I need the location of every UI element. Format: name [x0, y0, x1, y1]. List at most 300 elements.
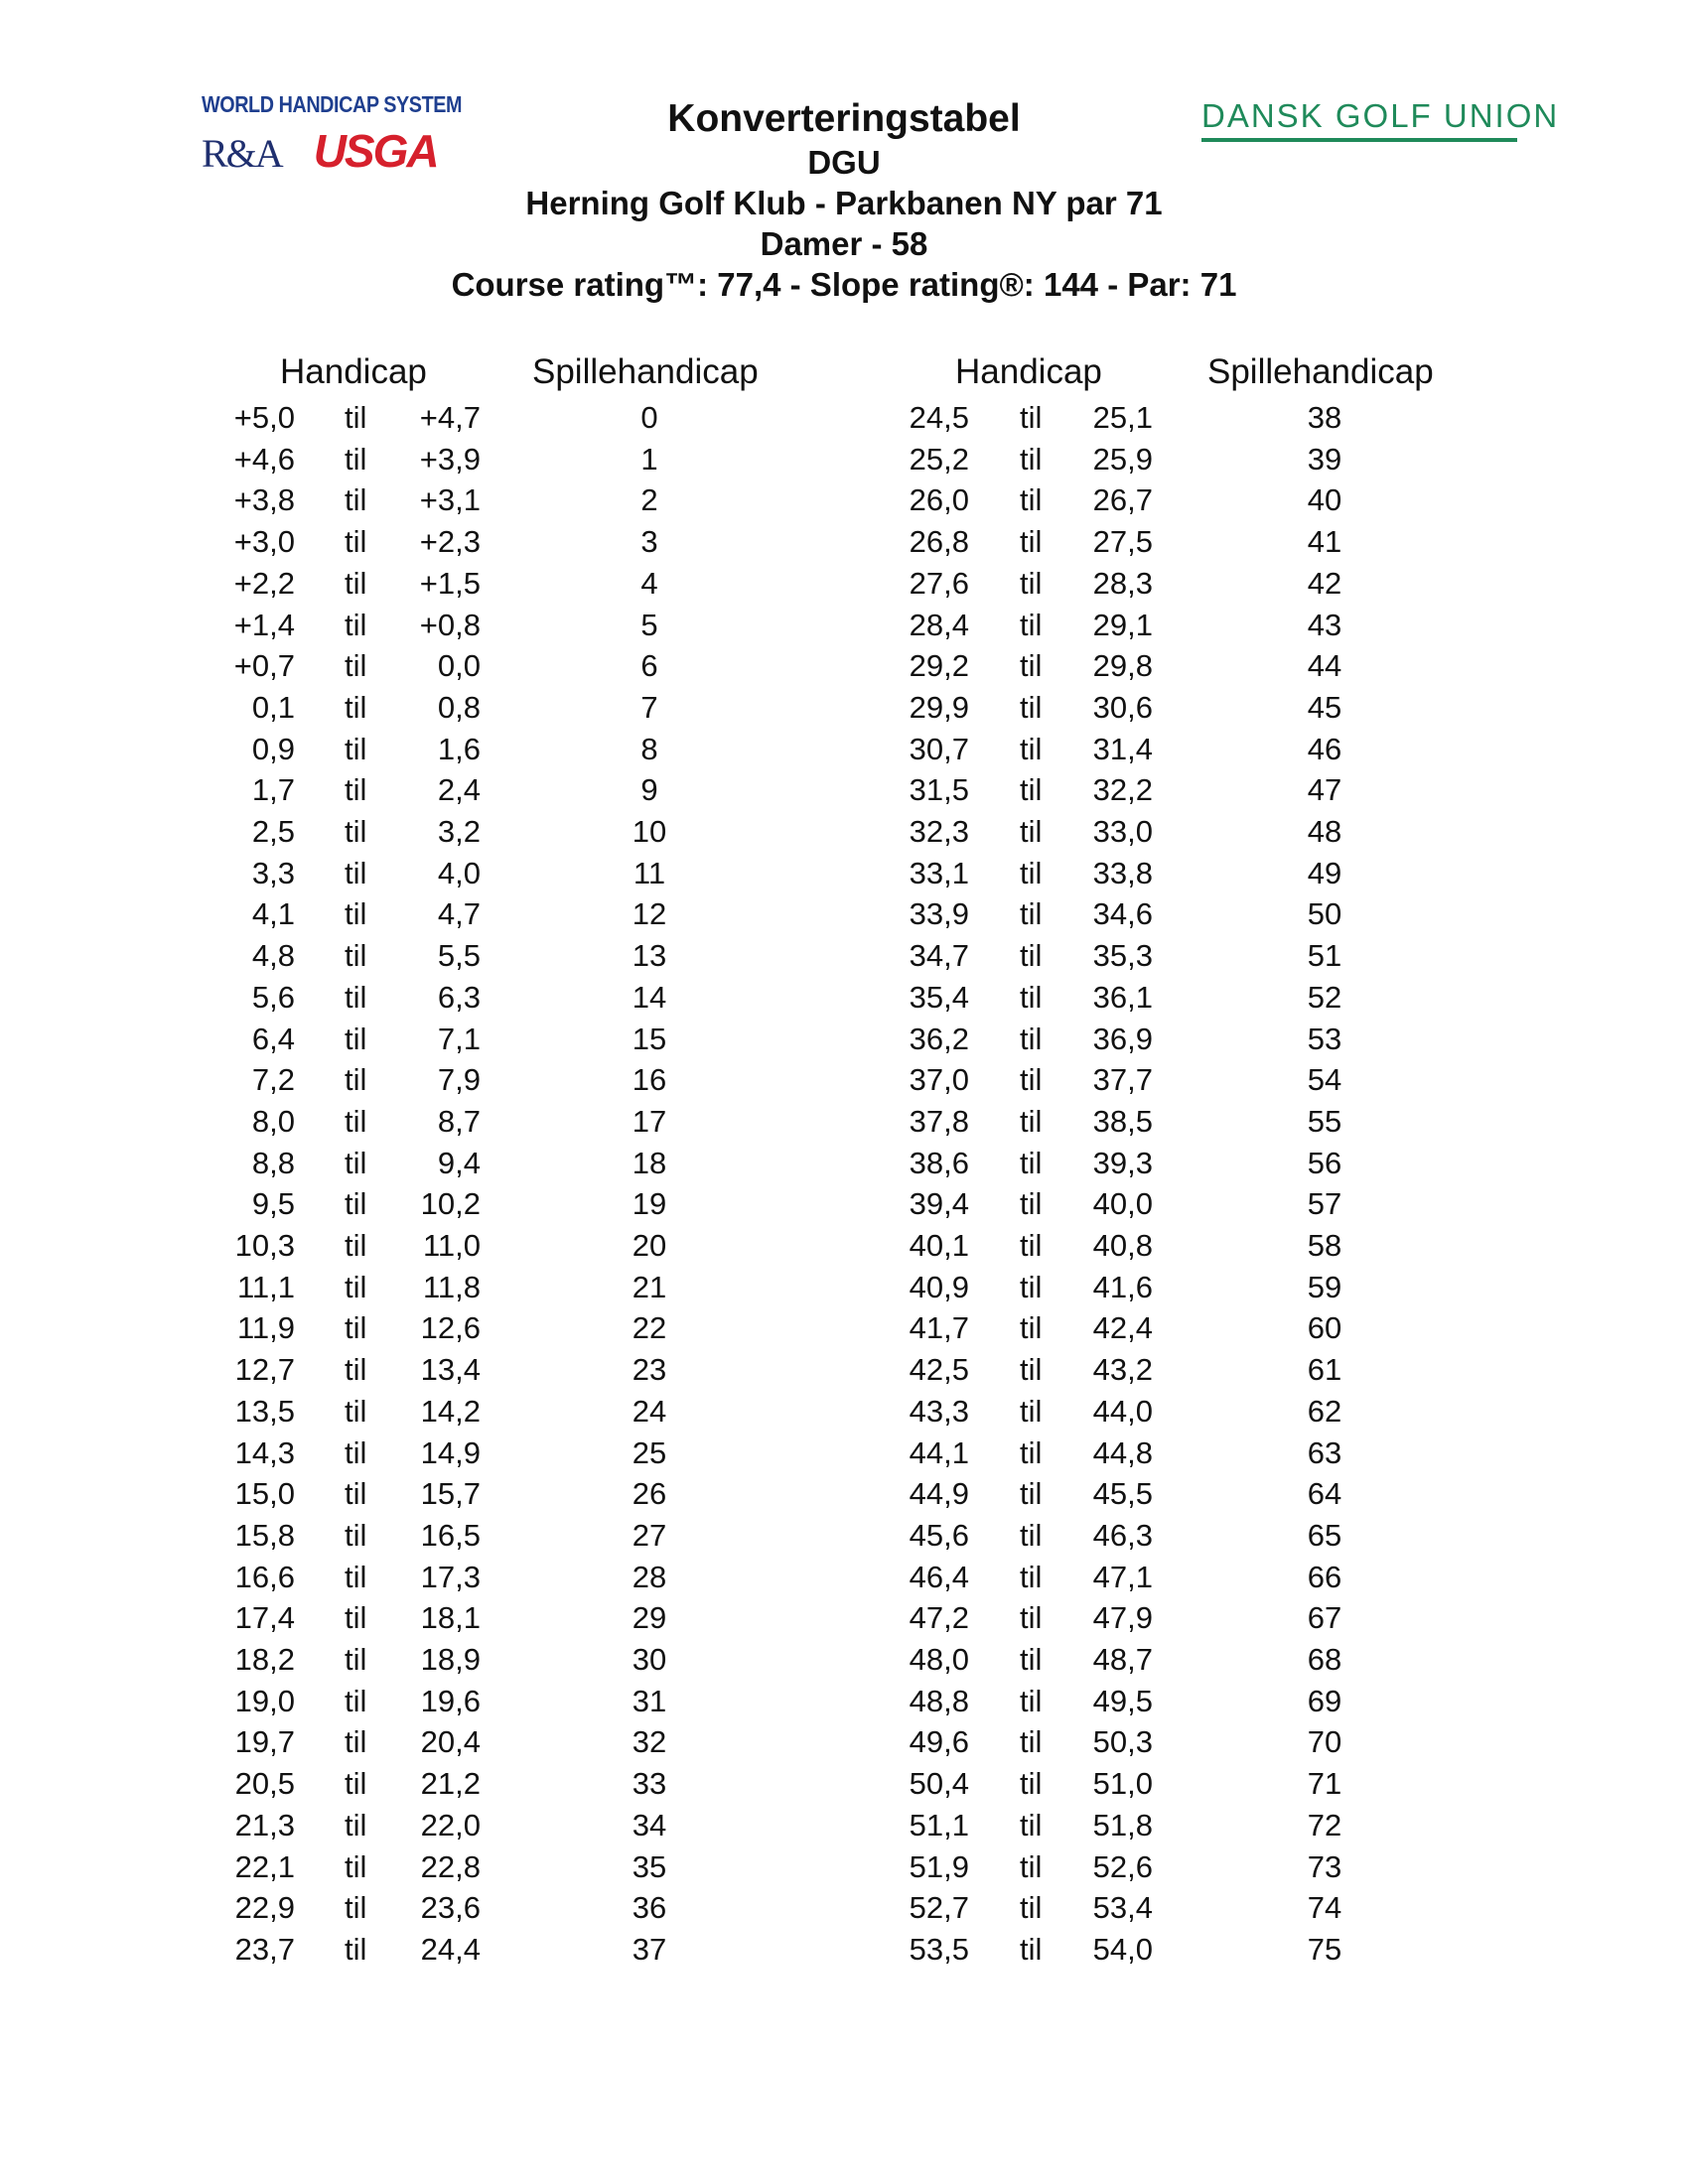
right-til-label: til — [1020, 1559, 1043, 1594]
left-handicap-to: 6,3 — [437, 979, 481, 1015]
right-til-label: til — [1020, 1890, 1043, 1926]
left-til-label: til — [345, 1310, 367, 1346]
left-playing-handicap: 20 — [632, 1228, 667, 1263]
right-handicap-from: 27,6 — [909, 565, 969, 601]
right-handicap-from: 44,9 — [909, 1476, 969, 1512]
left-handicap-from: 10,3 — [234, 1228, 295, 1263]
left-til-label: til — [345, 1642, 367, 1677]
right-handicap-to: 52,6 — [1092, 1848, 1153, 1884]
left-til-label: til — [345, 1269, 367, 1304]
left-playing-handicap: 23 — [632, 1352, 667, 1388]
right-handicap-from: 30,7 — [909, 731, 969, 766]
right-handicap-from: 39,4 — [909, 1186, 969, 1222]
left-handicap-to: 10,2 — [420, 1186, 481, 1222]
table-row — [0, 732, 1688, 771]
left-handicap-to: 22,0 — [420, 1807, 481, 1843]
left-til-label: til — [345, 400, 367, 435]
left-handicap-from: 15,8 — [234, 1517, 295, 1553]
left-til-label: til — [345, 1807, 367, 1843]
left-handicap-from: 11,1 — [236, 1269, 295, 1304]
left-handicap-from: 9,5 — [251, 1186, 295, 1222]
right-handicap-from: 40,9 — [909, 1269, 969, 1304]
left-playing-handicap: 30 — [632, 1642, 667, 1677]
left-til-label: til — [345, 814, 367, 849]
left-handicap-to: 23,6 — [420, 1890, 481, 1926]
right-til-label: til — [1020, 1724, 1043, 1760]
right-handicap-to: 35,3 — [1092, 938, 1153, 974]
right-playing-handicap: 73 — [1307, 1848, 1342, 1884]
left-handicap-to: 3,2 — [437, 814, 481, 849]
left-playing-handicap: 25 — [632, 1434, 667, 1470]
right-playing-handicap: 74 — [1307, 1890, 1342, 1926]
left-playing-handicap: 18 — [632, 1145, 667, 1180]
right-playing-handicap: 64 — [1307, 1476, 1342, 1512]
right-handicap-to: 25,1 — [1092, 400, 1153, 435]
left-til-label: til — [345, 1766, 367, 1802]
table-row — [0, 1186, 1688, 1226]
right-handicap-from: 43,3 — [909, 1393, 969, 1429]
left-til-label: til — [345, 1683, 367, 1718]
right-playing-handicap: 51 — [1307, 938, 1342, 974]
right-handicap-to: 40,8 — [1092, 1228, 1153, 1263]
left-playing-handicap: 13 — [632, 938, 667, 974]
right-handicap-header: Handicap — [955, 352, 1102, 391]
left-handicap-to: +2,3 — [419, 524, 481, 560]
table-row — [0, 1228, 1688, 1268]
left-handicap-to: +1,5 — [419, 565, 481, 601]
right-handicap-to: 42,4 — [1092, 1310, 1153, 1346]
right-handicap-to: 34,6 — [1092, 896, 1153, 932]
left-playing-handicap: 2 — [640, 482, 658, 518]
right-playing-handicap: 59 — [1307, 1269, 1342, 1304]
table-row — [0, 1932, 1688, 1972]
left-handicap-from: +0,7 — [233, 648, 295, 684]
right-til-label: til — [1020, 524, 1043, 560]
left-til-label: til — [345, 1021, 367, 1056]
table-row — [0, 1642, 1688, 1682]
left-handicap-from: 0,9 — [251, 731, 295, 766]
left-playing-handicap: 29 — [632, 1600, 667, 1636]
table-row — [0, 1476, 1688, 1516]
table-row — [0, 1518, 1688, 1558]
left-playing-handicap: 10 — [632, 814, 667, 849]
right-playing-handicap: 66 — [1307, 1559, 1342, 1594]
left-handicap-from: 21,3 — [234, 1807, 295, 1843]
right-handicap-from: 37,8 — [909, 1103, 969, 1139]
left-handicap-to: 14,9 — [420, 1434, 481, 1470]
right-til-label: til — [1020, 979, 1043, 1015]
organization: DGU — [807, 144, 881, 181]
left-handicap-to: 12,6 — [420, 1310, 481, 1346]
left-til-label: til — [345, 524, 367, 560]
course-name: Herning Golf Klub - Parkbanen NY par 71 — [525, 185, 1163, 221]
right-handicap-to: 26,7 — [1092, 482, 1153, 518]
left-playing-handicap: 34 — [632, 1807, 667, 1843]
right-handicap-to: 28,3 — [1092, 565, 1153, 601]
right-playing-handicap: 70 — [1307, 1724, 1342, 1760]
table-row — [0, 690, 1688, 730]
left-handicap-to: 15,7 — [420, 1476, 481, 1512]
ratings-info: Course rating™: 77,4 - Slope rating®: 144 - Par: 71 — [451, 266, 1237, 303]
left-playing-handicap: 16 — [632, 1062, 667, 1098]
right-handicap-from: 26,8 — [909, 524, 969, 560]
left-til-label: til — [345, 607, 367, 642]
right-handicap-to: 47,1 — [1092, 1559, 1153, 1594]
right-handicap-to: 29,8 — [1092, 648, 1153, 684]
table-row — [0, 482, 1688, 522]
right-handicap-from: 28,4 — [909, 607, 969, 642]
right-handicap-from: 41,7 — [909, 1310, 969, 1346]
right-til-label: til — [1020, 482, 1043, 518]
right-playing-handicap: 47 — [1307, 772, 1342, 808]
table-row — [0, 1435, 1688, 1475]
left-til-label: til — [345, 1517, 367, 1553]
left-til-label: til — [345, 565, 367, 601]
left-playing-handicap: 1 — [640, 441, 658, 477]
left-handicap-from: 7,2 — [251, 1062, 295, 1098]
right-handicap-to: 40,0 — [1092, 1186, 1153, 1222]
right-handicap-to: 51,8 — [1092, 1807, 1153, 1843]
right-til-label: til — [1020, 938, 1043, 974]
left-handicap-from: +5,0 — [233, 400, 295, 435]
left-handicap-to: 11,8 — [422, 1269, 481, 1304]
left-til-label: til — [345, 855, 367, 890]
right-til-label: til — [1020, 565, 1043, 601]
left-handicap-to: +3,1 — [419, 482, 481, 518]
left-playing-handicap: 12 — [632, 896, 667, 932]
right-playing-handicap: 45 — [1307, 689, 1342, 725]
right-handicap-to: 31,4 — [1092, 731, 1153, 766]
right-handicap-to: 36,1 — [1092, 979, 1153, 1015]
table-row — [0, 772, 1688, 812]
right-handicap-from: 31,5 — [909, 772, 969, 808]
table-row — [0, 1600, 1688, 1640]
left-handicap-from: 12,7 — [234, 1352, 295, 1388]
left-handicap-to: +0,8 — [419, 607, 481, 642]
right-handicap-from: 36,2 — [909, 1021, 969, 1056]
right-til-label: til — [1020, 1683, 1043, 1718]
left-playing-handicap: 28 — [632, 1559, 667, 1594]
table-row — [0, 814, 1688, 854]
table-row — [0, 1352, 1688, 1392]
right-playing-handicap: 48 — [1307, 814, 1342, 849]
left-handicap-to: +4,7 — [419, 400, 481, 435]
left-playing-handicap: 37 — [632, 1931, 667, 1967]
right-playing-handicap: 54 — [1307, 1062, 1342, 1098]
right-handicap-to: 37,7 — [1092, 1062, 1153, 1098]
left-handicap-from: 4,8 — [251, 938, 295, 974]
right-handicap-to: 32,2 — [1092, 772, 1153, 808]
left-playing-handicap: 7 — [640, 689, 658, 725]
left-handicap-from: 11,9 — [236, 1310, 295, 1346]
left-til-label: til — [345, 689, 367, 725]
right-handicap-from: 48,8 — [909, 1683, 969, 1718]
right-til-label: til — [1020, 896, 1043, 932]
table-row — [0, 400, 1688, 440]
left-playing-handicap: 9 — [640, 772, 658, 808]
right-handicap-from: 24,5 — [909, 400, 969, 435]
left-handicap-from: 5,6 — [251, 979, 295, 1015]
left-til-label: til — [345, 1724, 367, 1760]
right-handicap-to: 53,4 — [1092, 1890, 1153, 1926]
left-handicap-to: 5,5 — [437, 938, 481, 974]
left-til-label: til — [345, 1103, 367, 1139]
table-row — [0, 1022, 1688, 1061]
right-handicap-to: 33,0 — [1092, 814, 1153, 849]
left-handicap-from: +4,6 — [233, 441, 295, 477]
right-til-label: til — [1020, 1021, 1043, 1056]
right-handicap-to: 30,6 — [1092, 689, 1153, 725]
left-handicap-to: +3,9 — [419, 441, 481, 477]
right-handicap-from: 45,6 — [909, 1517, 969, 1553]
left-handicap-from: 3,3 — [251, 855, 295, 890]
left-til-label: til — [345, 1559, 367, 1594]
left-handicap-to: 0,0 — [437, 648, 481, 684]
left-playing-handicap: 8 — [640, 731, 658, 766]
left-handicap-from: 19,7 — [234, 1724, 295, 1760]
left-playing-handicap: 27 — [632, 1517, 667, 1553]
left-handicap-from: 14,3 — [234, 1434, 295, 1470]
left-til-label: til — [345, 938, 367, 974]
left-playing-handicap: 24 — [632, 1393, 667, 1429]
right-handicap-from: 50,4 — [909, 1766, 969, 1802]
left-til-label: til — [345, 1228, 367, 1263]
right-til-label: til — [1020, 1228, 1043, 1263]
left-playing-handicap: 22 — [632, 1310, 667, 1346]
usga-logo: USGA — [313, 125, 438, 177]
right-playing-handicap: 62 — [1307, 1393, 1342, 1429]
left-handicap-from: 19,0 — [234, 1683, 295, 1718]
right-handicap-from: 33,9 — [909, 896, 969, 932]
right-handicap-to: 44,0 — [1092, 1393, 1153, 1429]
left-til-label: til — [345, 1145, 367, 1180]
left-handicap-to: 9,4 — [437, 1145, 481, 1180]
left-handicap-to: 19,6 — [420, 1683, 481, 1718]
table-row — [0, 1766, 1688, 1806]
table-row — [0, 856, 1688, 895]
right-handicap-to: 49,5 — [1092, 1683, 1153, 1718]
left-playing-handicap: 32 — [632, 1724, 667, 1760]
left-handicap-to: 24,4 — [420, 1931, 481, 1967]
right-handicap-from: 46,4 — [909, 1559, 969, 1594]
table-row — [0, 1146, 1688, 1185]
left-playing-handicap-header: Spillehandicap — [532, 352, 759, 391]
right-playing-handicap: 61 — [1307, 1352, 1342, 1388]
left-playing-handicap: 21 — [632, 1269, 667, 1304]
right-playing-handicap: 60 — [1307, 1310, 1342, 1346]
left-playing-handicap: 35 — [632, 1848, 667, 1884]
right-playing-handicap: 52 — [1307, 979, 1342, 1015]
left-handicap-to: 13,4 — [420, 1352, 481, 1388]
right-playing-handicap: 44 — [1307, 648, 1342, 684]
right-playing-handicap: 40 — [1307, 482, 1342, 518]
left-playing-handicap: 5 — [640, 607, 658, 642]
right-til-label: til — [1020, 814, 1043, 849]
left-til-label: til — [345, 731, 367, 766]
right-handicap-from: 35,4 — [909, 979, 969, 1015]
left-handicap-from: 22,9 — [234, 1890, 295, 1926]
right-handicap-from: 34,7 — [909, 938, 969, 974]
left-handicap-to: 17,3 — [420, 1559, 481, 1594]
left-handicap-to: 22,8 — [420, 1848, 481, 1884]
table-row — [0, 1310, 1688, 1350]
left-til-label: til — [345, 441, 367, 477]
left-handicap-from: 22,1 — [234, 1848, 295, 1884]
right-til-label: til — [1020, 1766, 1043, 1802]
right-til-label: til — [1020, 1145, 1043, 1180]
left-til-label: til — [345, 1186, 367, 1222]
right-playing-handicap-header: Spillehandicap — [1207, 352, 1434, 391]
right-til-label: til — [1020, 1062, 1043, 1098]
right-playing-handicap: 53 — [1307, 1021, 1342, 1056]
tee-info: Damer - 58 — [760, 225, 928, 262]
left-til-label: til — [345, 482, 367, 518]
left-til-label: til — [345, 1352, 367, 1388]
left-playing-handicap: 11 — [633, 855, 666, 890]
right-playing-handicap: 69 — [1307, 1683, 1342, 1718]
left-til-label: til — [345, 772, 367, 808]
left-handicap-to: 11,0 — [422, 1228, 481, 1263]
left-handicap-from: 8,8 — [251, 1145, 295, 1180]
right-til-label: til — [1020, 1931, 1043, 1967]
left-handicap-header: Handicap — [280, 352, 427, 391]
right-playing-handicap: 75 — [1307, 1931, 1342, 1967]
left-handicap-from: +1,4 — [233, 607, 295, 642]
right-playing-handicap: 58 — [1307, 1228, 1342, 1263]
left-handicap-from: 17,4 — [234, 1600, 295, 1636]
right-playing-handicap: 63 — [1307, 1434, 1342, 1470]
left-handicap-to: 8,7 — [437, 1103, 481, 1139]
right-handicap-to: 25,9 — [1092, 441, 1153, 477]
left-handicap-to: 18,9 — [420, 1642, 481, 1677]
right-playing-handicap: 49 — [1307, 855, 1342, 890]
left-handicap-from: 4,1 — [251, 896, 295, 932]
whs-logo-text: WORLD HANDICAP SYSTEM — [202, 91, 463, 117]
right-til-label: til — [1020, 1600, 1043, 1636]
left-handicap-from: 0,1 — [251, 689, 295, 725]
table-row — [0, 1394, 1688, 1433]
right-playing-handicap: 42 — [1307, 565, 1342, 601]
right-handicap-to: 36,9 — [1092, 1021, 1153, 1056]
right-handicap-from: 51,1 — [909, 1807, 969, 1843]
left-til-label: til — [345, 1434, 367, 1470]
left-handicap-from: 8,0 — [251, 1103, 295, 1139]
left-til-label: til — [345, 1931, 367, 1967]
right-til-label: til — [1020, 1434, 1043, 1470]
right-handicap-to: 29,1 — [1092, 607, 1153, 642]
right-playing-handicap: 50 — [1307, 896, 1342, 932]
right-handicap-to: 33,8 — [1092, 855, 1153, 890]
left-til-label: til — [345, 896, 367, 932]
right-playing-handicap: 38 — [1307, 400, 1342, 435]
table-row — [0, 608, 1688, 647]
right-handicap-to: 54,0 — [1092, 1931, 1153, 1967]
left-handicap-from: +3,8 — [233, 482, 295, 518]
left-playing-handicap: 33 — [632, 1766, 667, 1802]
right-playing-handicap: 65 — [1307, 1517, 1342, 1553]
right-til-label: til — [1020, 1393, 1043, 1429]
left-handicap-from: 20,5 — [234, 1766, 295, 1802]
left-til-label: til — [345, 1476, 367, 1512]
right-playing-handicap: 55 — [1307, 1103, 1342, 1139]
table-row — [0, 896, 1688, 936]
right-handicap-from: 33,1 — [909, 855, 969, 890]
right-playing-handicap: 71 — [1307, 1766, 1342, 1802]
right-til-label: til — [1020, 1352, 1043, 1388]
right-handicap-to: 47,9 — [1092, 1600, 1153, 1636]
right-til-label: til — [1020, 1310, 1043, 1346]
right-playing-handicap: 56 — [1307, 1145, 1342, 1180]
right-handicap-to: 38,5 — [1092, 1103, 1153, 1139]
right-handicap-to: 43,2 — [1092, 1352, 1153, 1388]
right-handicap-to: 41,6 — [1092, 1269, 1153, 1304]
table-row — [0, 1808, 1688, 1847]
right-playing-handicap: 41 — [1307, 524, 1342, 560]
table-row — [0, 938, 1688, 978]
right-playing-handicap: 39 — [1307, 441, 1342, 477]
left-playing-handicap: 0 — [640, 400, 658, 435]
right-handicap-from: 40,1 — [909, 1228, 969, 1263]
left-til-label: til — [345, 648, 367, 684]
right-handicap-from: 32,3 — [909, 814, 969, 849]
right-playing-handicap: 68 — [1307, 1642, 1342, 1677]
left-handicap-from: 1,7 — [251, 772, 295, 808]
left-handicap-from: 6,4 — [251, 1021, 295, 1056]
left-handicap-to: 16,5 — [420, 1517, 481, 1553]
left-playing-handicap: 31 — [632, 1683, 667, 1718]
left-handicap-from: 16,6 — [234, 1559, 295, 1594]
right-til-label: til — [1020, 607, 1043, 642]
table-row — [0, 524, 1688, 564]
left-til-label: til — [345, 1062, 367, 1098]
left-handicap-to: 1,6 — [437, 731, 481, 766]
right-handicap-to: 50,3 — [1092, 1724, 1153, 1760]
left-playing-handicap: 4 — [640, 565, 658, 601]
right-til-label: til — [1020, 1807, 1043, 1843]
left-handicap-from: 2,5 — [251, 814, 295, 849]
left-til-label: til — [345, 1600, 367, 1636]
left-handicap-to: 2,4 — [437, 772, 481, 808]
left-handicap-to: 7,1 — [437, 1021, 481, 1056]
table-row — [0, 442, 1688, 481]
right-handicap-to: 44,8 — [1092, 1434, 1153, 1470]
right-handicap-from: 44,1 — [909, 1434, 969, 1470]
left-handicap-to: 0,8 — [437, 689, 481, 725]
left-handicap-from: +3,0 — [233, 524, 295, 560]
right-handicap-from: 47,2 — [909, 1600, 969, 1636]
right-handicap-to: 51,0 — [1092, 1766, 1153, 1802]
table-row — [0, 1560, 1688, 1599]
table-row — [0, 1062, 1688, 1102]
right-handicap-from: 25,2 — [909, 441, 969, 477]
right-handicap-from: 29,2 — [909, 648, 969, 684]
right-handicap-to: 39,3 — [1092, 1145, 1153, 1180]
right-til-label: til — [1020, 1848, 1043, 1884]
right-handicap-from: 49,6 — [909, 1724, 969, 1760]
left-playing-handicap: 26 — [632, 1476, 667, 1512]
left-til-label: til — [345, 1848, 367, 1884]
right-handicap-from: 51,9 — [909, 1848, 969, 1884]
table-row — [0, 980, 1688, 1020]
right-til-label: til — [1020, 1642, 1043, 1677]
left-til-label: til — [345, 1393, 367, 1429]
right-til-label: til — [1020, 441, 1043, 477]
left-handicap-to: 14,2 — [420, 1393, 481, 1429]
right-playing-handicap: 72 — [1307, 1807, 1342, 1843]
left-handicap-to: 4,0 — [437, 855, 481, 890]
left-handicap-to: 18,1 — [420, 1600, 481, 1636]
right-til-label: til — [1020, 731, 1043, 766]
